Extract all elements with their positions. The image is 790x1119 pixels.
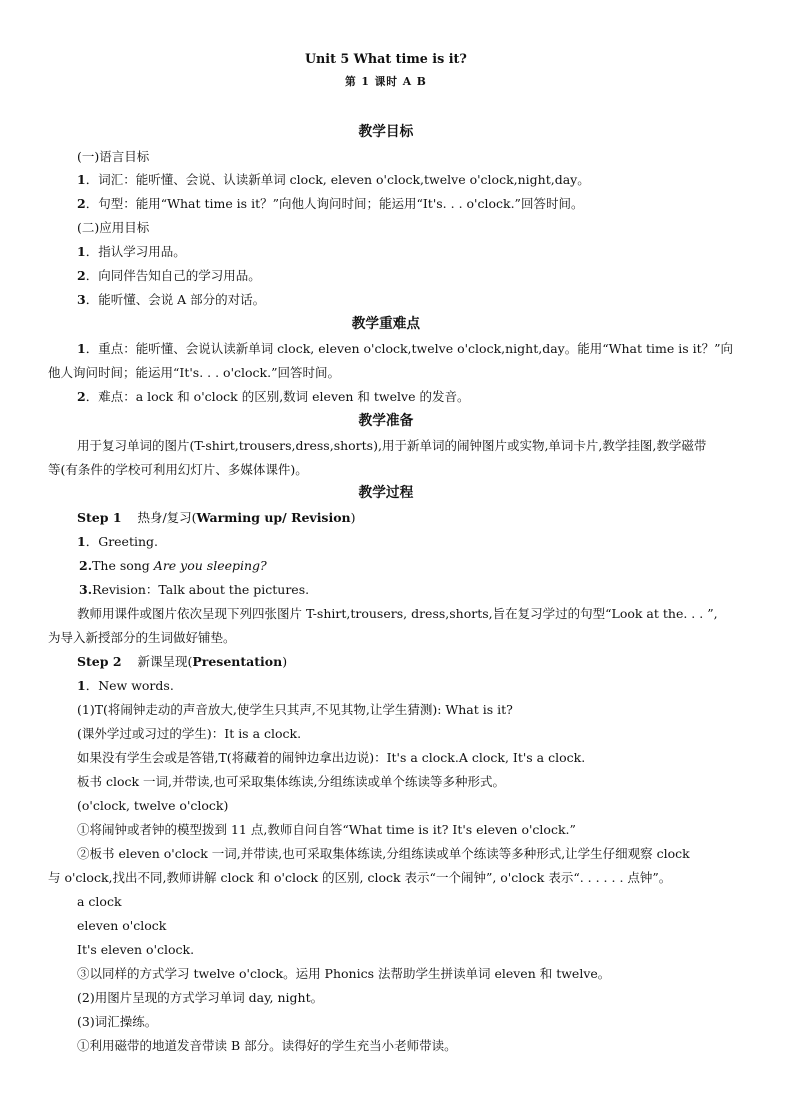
heading-key-points: 教学重难点 (351, 316, 421, 332)
item-number: 2 (77, 389, 86, 404)
item-number: 2 (77, 268, 86, 283)
item-text: ．句型：能用“What time is it？”向他人询问时间；能运用“It's. . . o'clock.”回答时间。 (85, 196, 584, 211)
step-1-item-3 (79, 582, 309, 598)
item-text: ．重点：能听懂、会说认读新单词 clock, eleven o'clock,twelve o'clock,night,day。能用“What time is it？”向 (85, 341, 734, 356)
step-2-line-10: It's eleven o'clock. (77, 942, 195, 957)
item-number: 1 (77, 534, 86, 549)
step-2-line-12: (2)用图片呈现的方式学习单词 day, night。 (77, 990, 324, 1005)
item-number: 1 (77, 172, 86, 187)
app-goal-3 (77, 292, 265, 308)
heading-process: 教学过程 (358, 485, 414, 501)
step-2-line-8: a clock (77, 894, 122, 909)
item-number: 1 (77, 678, 86, 693)
step-2-line-6: ①将闹钟或者钟的模型拨到 11 点,教师自问自答“What time is it? It's eleven o'clock.” (77, 822, 576, 837)
step-2-line-3: 如果没有学生会或是答错,T(将藏着的闹钟边拿出边说)：It's a clock.A clock, It's a clock. (77, 750, 586, 765)
step-title-end: ) (350, 510, 356, 525)
step-2-line-14: ①利用磁带的地道发音带读 B 部分。读得好的学生充当小老师带读。 (77, 1038, 457, 1053)
item-text: The song (92, 558, 154, 573)
key-point-2 (77, 389, 469, 405)
step-2-line-7: ②板书 eleven o'clock 一词,并带读,也可采取集体练读,分组练读或单个练读等多种形式,让学生仔细观察 clock (77, 846, 690, 861)
step-2-line-1: (1)T(将闹钟走动的声音放大,使学生只其声,不见其物,让学生猜测): What is it? (77, 702, 513, 717)
step-2-line-11: ③以同样的方式学习 twelve o'clock。运用 Phonics 法帮助学生拼读单词 eleven 和 twelve。 (77, 966, 611, 981)
heading-goals: 教学目标 (358, 124, 414, 140)
item-text: ．指认学习用品。 (85, 244, 186, 259)
step-2-line-4: 板书 clock 一词,并带读,也可采取集体练读,分组练读或单个练读等多种形式。 (77, 774, 505, 789)
step-2-line-13: (3)词汇操练。 (77, 1014, 158, 1029)
step-2-heading (77, 654, 287, 670)
step-title-en: Presentation (192, 654, 283, 669)
app-goal-title: (二)应用目标 (77, 220, 150, 235)
key-point-1-cont: 他人询问时间；能运用“It's. . . o'clock.”回答时间。 (48, 365, 340, 380)
step-2-line-9: eleven o'clock (77, 918, 167, 933)
step-label: Step 1 (77, 510, 122, 525)
lang-goal-1 (77, 172, 590, 188)
item-number: 1 (77, 341, 86, 356)
step-1-heading (77, 510, 356, 526)
item-text: ．New words. (85, 678, 174, 693)
heading-preparation: 教学准备 (358, 413, 414, 429)
step-1-item-2 (79, 558, 267, 574)
step-1-para-line-2: 为导入新授部分的生词做好铺垫。 (48, 630, 236, 645)
preparation-line-1: 用于复习单词的图片(T-shirt,trousers,dress,shorts),用于新单词的闹钟图片或实物,单词卡片,教学挂图,教学磁带 (77, 438, 707, 453)
lang-goal-2 (77, 196, 583, 212)
item-text: ．词汇：能听懂、会说、认读新单词 clock, eleven o'clock,twelve o'clock,night,day。 (85, 172, 590, 187)
item-number: 2 (77, 196, 86, 211)
step-1-para-line-1: 教师用课件或图片依次呈现下列四张图片 T-shirt,trousers, dress,shorts,旨在复习学过的句型“Look at the. . . ”, (77, 606, 718, 621)
step-2-item-1 (77, 678, 174, 694)
song-title: Are you sleeping? (153, 558, 267, 573)
item-text: ．向同伴告知自己的学习用品。 (85, 268, 261, 283)
step-title-cn: 新课呈现( (137, 654, 193, 669)
step-2-line-7-cont: 与 o'clock,找出不同,教师讲解 clock 和 o'clock 的区别, clock 表示“一个闹钟”, o'clock 表示“. . . . . . 点钟”。 (48, 870, 672, 885)
app-goal-2 (77, 268, 261, 284)
item-number: 1 (77, 244, 86, 259)
item-text: ．能听懂、会说 A 部分的对话。 (85, 292, 266, 307)
lang-goal-title: (一)语言目标 (77, 149, 150, 164)
preparation-line-2: 等(有条件的学校可利用幻灯片、多媒体课件)。 (48, 462, 308, 477)
step-1-item-1 (77, 534, 158, 550)
item-text: ．难点：a lock 和 o'clock 的区别,数词 eleven 和 twelve 的发音。 (85, 389, 470, 404)
step-title-en: Warming up/ Revision (196, 510, 351, 525)
document-title: Unit 5 What time is it? (304, 52, 467, 67)
step-title-end: ) (282, 654, 288, 669)
item-number: 3 (77, 292, 86, 307)
lesson-subtitle: 第 1 课时 A B (344, 75, 427, 88)
app-goal-1 (77, 244, 186, 260)
step-2-line-5: (o'clock, twelve o'clock) (77, 798, 229, 813)
step-2-line-2: (课外学过或习过的学生)：It is a clock. (77, 726, 302, 741)
item-number: 3. (79, 582, 93, 597)
item-text: ．Greeting. (85, 534, 159, 549)
key-point-1 (77, 341, 733, 357)
step-label: Step 2 (77, 654, 122, 669)
step-title-cn: 热身/复习( (137, 510, 197, 525)
item-text: Revision：Talk about the pictures. (92, 582, 310, 597)
item-number: 2. (79, 558, 93, 573)
